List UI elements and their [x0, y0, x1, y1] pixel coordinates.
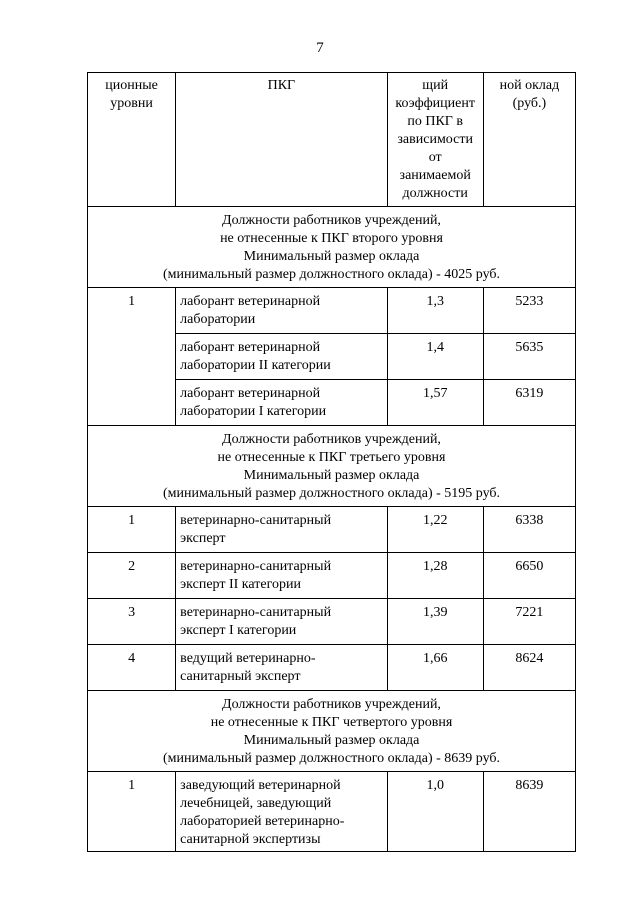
position-name: лаборант ветеринарной лаборатории I категории — [176, 380, 387, 426]
qualification-level: 1 — [88, 288, 176, 426]
position-name: заведующий ветеринарной лечебницей, заведующий лабораторией ветеринарно- санитарной экспертизы — [176, 772, 387, 852]
table-row — [88, 553, 576, 599]
coefficient: 1,3 — [387, 288, 483, 334]
header-coefficient: щий коэффициент по ПКГ в зависимости от занимаемой должности — [387, 73, 483, 207]
coefficient: 1,4 — [387, 334, 483, 380]
header-level: ционные уровни — [88, 73, 176, 207]
position-name: ветеринарно-санитарный эксперт — [176, 507, 387, 553]
header-salary: ной оклад (руб.) — [483, 73, 575, 207]
salary: 6338 — [483, 507, 575, 553]
coefficient: 1,66 — [387, 645, 483, 691]
salary: 8624 — [483, 645, 575, 691]
salary-table — [87, 72, 576, 852]
qualification-level: 4 — [88, 645, 176, 691]
salary: 6319 — [483, 380, 575, 426]
section-title-row — [88, 207, 576, 288]
salary: 6650 — [483, 553, 575, 599]
position-name: ведущий ветеринарно- санитарный эксперт — [176, 645, 387, 691]
table-row — [88, 772, 576, 852]
section-title: Должности работников учреждений, не отнесенные к ПКГ четвертого уровня Минимальный размер оклада (минимальный размер должностного оклада) - 8639 руб. — [88, 691, 576, 772]
qualification-level: 3 — [88, 599, 176, 645]
qualification-level: 1 — [88, 507, 176, 553]
section-title-row — [88, 426, 576, 507]
page-number: 7 — [316, 40, 324, 56]
salary: 5635 — [483, 334, 575, 380]
coefficient: 1,22 — [387, 507, 483, 553]
salary: 7221 — [483, 599, 575, 645]
table-row — [88, 288, 576, 334]
section-title-row — [88, 691, 576, 772]
coefficient: 1,39 — [387, 599, 483, 645]
qualification-level: 1 — [88, 772, 176, 852]
salary: 5233 — [483, 288, 575, 334]
section-title: Должности работников учреждений, не отнесенные к ПКГ третьего уровня Минимальный размер оклада (минимальный размер должностного оклада) - 5195 руб. — [88, 426, 576, 507]
position-name: лаборант ветеринарной лаборатории — [176, 288, 387, 334]
table-header-row — [88, 73, 576, 207]
coefficient: 1,0 — [387, 772, 483, 852]
qualification-level: 2 — [88, 553, 176, 599]
coefficient: 1,57 — [387, 380, 483, 426]
position-name: ветеринарно-санитарный эксперт I категории — [176, 599, 387, 645]
coefficient: 1,28 — [387, 553, 483, 599]
table-row — [88, 645, 576, 691]
position-name: лаборант ветеринарной лаборатории II категории — [176, 334, 387, 380]
position-name: ветеринарно-санитарный эксперт II категории — [176, 553, 387, 599]
section-title: Должности работников учреждений, не отнесенные к ПКГ второго уровня Минимальный размер оклада (минимальный размер должностного оклада) - 4025 руб. — [88, 207, 576, 288]
header-pkg: ПКГ — [176, 73, 387, 207]
table-row — [88, 599, 576, 645]
salary: 8639 — [483, 772, 575, 852]
table-row — [88, 507, 576, 553]
